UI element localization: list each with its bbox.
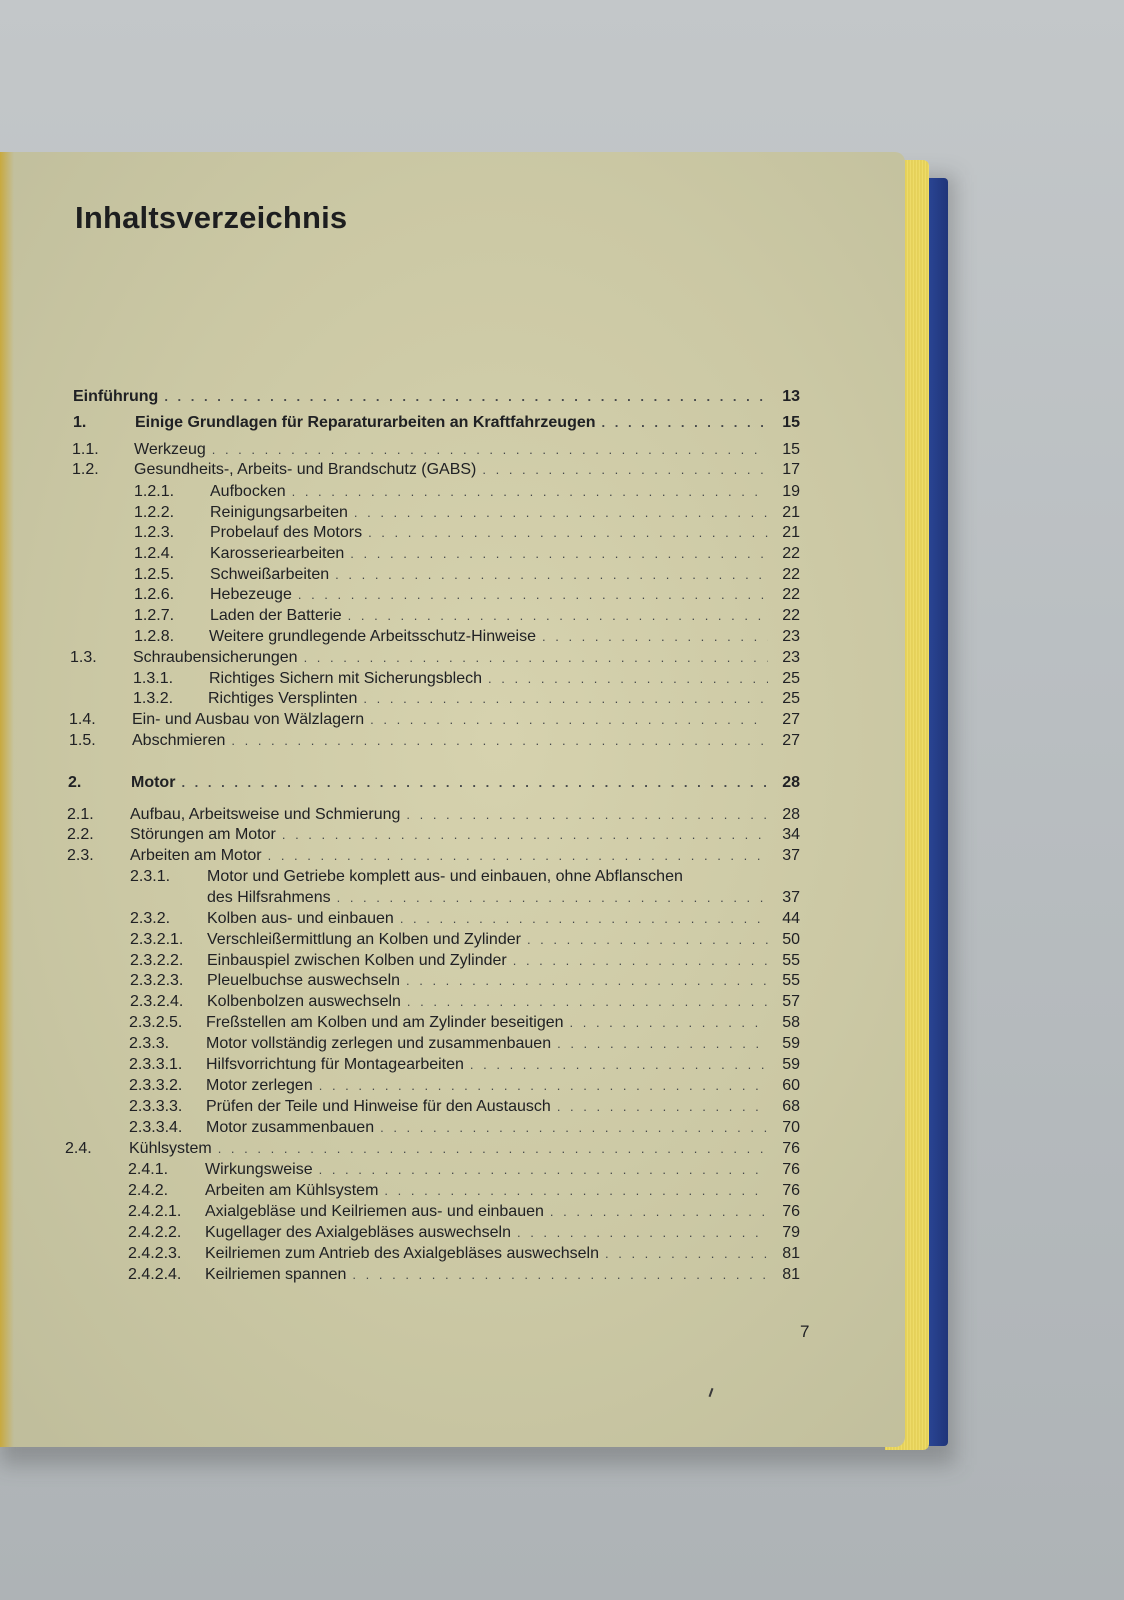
toc-entry-number: 2.2. [67,826,94,843]
toc-entry [130,889,800,909]
toc-entry-title: Aufbau, Arbeitsweise und Schmierung [130,806,401,823]
dot-leader [470,1057,768,1072]
toc-entry-number: 1.2.6. [134,586,175,603]
toc-entry-number: 2.4.2.4. [128,1266,182,1283]
dot-leader [570,1015,768,1030]
toc-entry-page: 50 [782,931,800,948]
dot-leader [380,1120,768,1135]
toc-entry-page: 68 [782,1098,800,1115]
dot-leader [406,973,768,988]
toc-entry-title: Motor und Getriebe komplett aus- und einbauen, ohne Abflanschen [207,868,683,885]
toc-entry-page: 15 [782,441,800,458]
toc-entry-title: Kühlsystem [129,1140,212,1157]
toc-entry-number: 1.3. [70,649,97,666]
toc-entry [129,1098,800,1118]
dot-leader [282,827,768,842]
toc-entry-title: Kolbenbolzen auswechseln [207,993,401,1010]
toc-entry-title: Gesundheits-, Arbeits- und Brandschutz (GABS) [134,461,477,478]
toc-entry-number: 2.4.2.2. [128,1224,182,1241]
toc-entry-title: Wirkungsweise [205,1161,313,1178]
toc-entry-page: 60 [782,1077,800,1094]
toc-entry [130,868,770,888]
toc-entry [134,586,800,606]
toc-entry [134,566,800,586]
toc-entry-title: Richtiges Versplinten [208,690,358,707]
toc-entry-page: 59 [782,1056,800,1073]
toc-entry-title: Keilriemen zum Antrieb des Axialgebläses auswechseln [205,1245,599,1262]
toc-entry-page: 76 [782,1140,800,1157]
toc-entry-page: 22 [782,607,800,624]
toc-entry-number: 1.2.8. [134,628,175,645]
toc-entry [73,388,800,408]
toc-entry-page: 28 [782,774,800,791]
toc-entry-number: 2.3.2.5. [129,1014,183,1031]
page-title: Inhaltsverzeichnis [75,200,348,235]
toc-entry-page: 21 [782,524,800,541]
dot-leader [482,462,768,477]
toc-entry [128,1161,800,1181]
toc-entry-number: 2.3.3.3. [129,1098,183,1115]
toc-entry-page: 55 [782,972,800,989]
toc-entry-number: 2.3. [67,847,94,864]
toc-entry-page: 59 [782,1035,800,1052]
toc-entry [128,1182,800,1202]
dot-leader [231,733,768,748]
toc-entry [70,649,800,669]
toc-entry-page: 21 [782,504,800,521]
toc-entry-title: Einführung [73,388,159,405]
toc-entry-page: 17 [782,461,800,478]
toc-entry [130,910,800,930]
dot-leader [407,994,768,1009]
dot-leader [557,1036,768,1051]
dot-leader [335,567,768,582]
dot-leader [292,484,768,499]
dot-leader [602,415,768,430]
toc-entry [129,1077,800,1097]
toc-entry-title: Einbauspiel zwischen Kolben und Zylinder [207,952,507,969]
toc-entry-number: 2.4.2. [128,1182,169,1199]
dot-leader [513,953,768,968]
toc-entry-number: 2. [68,774,82,791]
toc-entry-number: 1.3.1. [133,670,174,687]
toc-entry-page: 57 [782,993,800,1010]
toc-entry-page: 44 [782,910,800,927]
toc-entry-title: Hilfsvorrichtung für Montagearbeiten [206,1056,464,1073]
toc-entry-title: Richtiges Sichern mit Sicherungsblech [209,670,483,687]
toc-entry [128,1266,800,1286]
dot-leader [268,848,768,863]
toc-entry [134,483,800,503]
dot-leader [348,608,768,623]
dot-leader [298,587,768,602]
toc-entry [129,1056,800,1076]
toc-entry [133,690,800,710]
toc-entry [133,670,800,690]
toc-entry-number: 2.3.2.4. [130,993,184,1010]
toc-entry-number: 2.3.1. [130,868,171,885]
toc-entry [72,461,800,481]
toc-entry-title: Probelauf des Motors [210,524,363,541]
toc-entry [73,414,800,434]
toc-entry-title: des Hilfsrahmens [207,889,331,906]
toc-entry-page: 55 [782,952,800,969]
toc-entry-page: 23 [782,628,800,645]
dot-leader [550,1204,768,1219]
toc-entry [129,1035,800,1055]
dot-leader [352,1267,768,1282]
toc-entry-title: Pleuelbuchse auswechseln [207,972,401,989]
toc-entry-page: 22 [782,586,800,603]
toc-entry [67,826,800,846]
toc-entry-page: 27 [782,732,800,749]
toc-entry-title: Motor [131,774,176,791]
toc-entry-number: 2.3.2.1. [130,931,184,948]
toc-entry-number: 2.4. [65,1140,92,1157]
dot-leader [350,546,768,561]
toc-entry-title: Aufbocken [210,483,286,500]
dot-leader [164,389,768,404]
toc-entry-title: Motor zerlegen [206,1077,313,1094]
dot-leader [337,890,768,905]
toc-entry-page: 79 [782,1224,800,1241]
toc-entry-number: 2.3.2.2. [130,952,184,969]
toc-entry-number: 1. [73,414,87,431]
toc-entry [69,711,800,731]
toc-entry-title: Keilriemen spannen [205,1266,347,1283]
toc-entry [134,545,800,565]
toc-entry-page: 25 [782,690,800,707]
toc-entry [134,524,800,544]
dot-leader [363,691,768,706]
dot-leader [406,807,768,822]
toc-entry [72,441,800,461]
toc-entry-title: Verschleißermittlung an Kolben und Zylinder [207,931,521,948]
toc-entry-page: 19 [782,483,800,500]
toc-entry [130,993,800,1013]
toc-entry-title: Ein- und Ausbau von Wälzlagern [132,711,365,728]
toc-entry-title: Werkzeug [134,441,206,458]
toc-entry-page: 76 [782,1182,800,1199]
toc-entry-number: 1.2.3. [134,524,175,541]
toc-entry-title: Freßstellen am Kolben und am Zylinder beseitigen [206,1014,564,1031]
toc-entry-page: 37 [782,847,800,864]
dot-leader [354,505,768,520]
toc-entry-page: 76 [782,1203,800,1220]
toc-entry-title: Schweißarbeiten [210,566,330,583]
toc-entry [65,1140,800,1160]
toc-entry-page: 22 [782,566,800,583]
toc-entry [68,774,800,794]
toc-entry [134,504,800,524]
dot-leader [319,1078,768,1093]
toc-entry-page: 81 [782,1245,800,1262]
dot-leader [488,671,768,686]
toc-entry-title: Axialgebläse und Keilriemen aus- und einbauen [205,1203,544,1220]
toc-entry-title: Motor zusammenbauen [206,1119,375,1136]
toc-entry-number: 1.2.4. [134,545,175,562]
dot-leader [304,650,768,665]
toc-entry-number: 2.3.3. [129,1035,170,1052]
toc-entry-number: 2.3.3.1. [129,1056,183,1073]
toc-entry-title: Arbeiten am Kühlsystem [205,1182,379,1199]
toc-entry-title: Weitere grundlegende Arbeitsschutz-Hinweise [209,628,536,645]
toc-entry-number: 1.4. [69,711,96,728]
toc-entry-page: 22 [782,545,800,562]
toc-entry [130,972,800,992]
toc-entry [134,628,800,648]
toc-entry-title: Prüfen der Teile und Hinweise für den Austausch [206,1098,551,1115]
toc-entry [128,1203,800,1223]
toc-entry-title: Arbeiten am Motor [130,847,262,864]
toc-entry-page: 15 [782,414,800,431]
dot-leader [527,932,768,947]
toc-entry-number: 1.5. [69,732,96,749]
toc-entry [130,952,800,972]
dot-leader [542,629,768,644]
dot-leader [517,1225,768,1240]
toc-entry-number: 1.2.5. [134,566,175,583]
toc-entry-number: 2.4.1. [128,1161,169,1178]
toc-entry-number: 1.3.2. [133,690,174,707]
dot-leader [218,1141,768,1156]
dot-leader [605,1246,768,1261]
dot-leader [384,1183,768,1198]
toc-entry-number: 1.2. [72,461,99,478]
toc-entry [67,847,800,867]
toc-entry-title: Abschmieren [132,732,226,749]
toc-entry-page: 28 [782,806,800,823]
toc-entry-number: 1.2.7. [134,607,175,624]
dot-leader [557,1099,768,1114]
dot-leader [400,911,768,926]
toc-entry [129,1119,800,1139]
dot-leader [370,712,768,727]
toc-entry [128,1245,800,1265]
dot-leader [368,525,768,540]
toc-entry-title: Laden der Batterie [210,607,342,624]
toc-entry-title: Störungen am Motor [130,826,276,843]
toc-entry-number: 1.1. [72,441,99,458]
toc-entry-page: 70 [782,1119,800,1136]
toc-entry-number: 1.2.2. [134,504,175,521]
toc-entry-title: Motor vollständig zerlegen und zusammenbauen [206,1035,552,1052]
toc-entry-number: 2.4.2.3. [128,1245,182,1262]
toc-entry-page: 34 [782,826,800,843]
toc-entry-number: 2.3.2. [130,910,171,927]
toc-entry-page: 81 [782,1266,800,1283]
dot-leader [319,1162,768,1177]
toc-entry-title: Einige Grundlagen für Reparaturarbeiten an Kraftfahrzeugen [135,414,596,431]
toc-entry [130,931,800,951]
toc-entry [134,607,800,627]
toc-entry-number: 2.1. [67,806,94,823]
toc-entry [69,732,800,752]
toc-entry-page: 37 [782,889,800,906]
toc-entry-title: Kolben aus- und einbauen [207,910,394,927]
dot-leader [181,775,768,790]
toc-entry-page: 27 [782,711,800,728]
toc-entry-number: 1.2.1. [134,483,175,500]
toc-entry-title: Schraubensicherungen [133,649,298,666]
toc-entry-page: 76 [782,1161,800,1178]
toc-entry-title: Hebezeuge [210,586,292,603]
toc-entry-number: 2.3.3.4. [129,1119,183,1136]
toc-entry [67,806,800,826]
toc-entry [128,1224,800,1244]
toc-entry-title: Kugellager des Axialgebläses auswechseln [205,1224,511,1241]
toc-entry-page: 25 [782,670,800,687]
toc-entry-page: 13 [782,388,800,405]
dot-leader [212,442,768,457]
toc-entry-number: 2.4.2.1. [128,1203,182,1220]
toc-entry-title: Karosseriearbeiten [210,545,345,562]
toc-entry-page: 23 [782,649,800,666]
page-number: 7 [800,1322,810,1341]
toc-entry [129,1014,800,1034]
toc-entry-number: 2.3.3.2. [129,1077,183,1094]
toc-entry-number: 2.3.2.3. [130,972,184,989]
toc-entry-page: 58 [782,1014,800,1031]
toc-entry-title: Reinigungsarbeiten [210,504,348,521]
